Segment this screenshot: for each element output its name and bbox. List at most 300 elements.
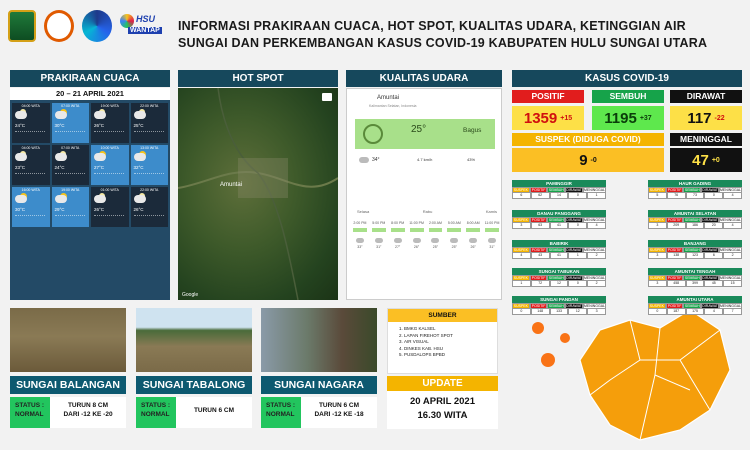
district-value: 7 xyxy=(723,308,742,315)
weather-time: 13:00 WITA xyxy=(140,146,159,150)
forecast-column xyxy=(464,221,482,249)
district-col-header: SUSPEK xyxy=(513,304,528,308)
district-value: 14 xyxy=(550,192,569,199)
forecast-cloud-icon xyxy=(413,238,421,243)
district-name: DANAU PANGGANG xyxy=(512,210,606,217)
forecast-aqi-chip xyxy=(466,228,480,232)
district-col-header: DIRAWAT xyxy=(702,188,718,192)
air-wind: 4.7 km/h xyxy=(417,157,433,162)
river-change xyxy=(301,397,377,428)
district-table xyxy=(648,180,742,198)
district-value: 5 xyxy=(648,192,667,199)
dirawat-label: DIRAWAT xyxy=(670,90,742,103)
map-credit: Google xyxy=(182,292,199,298)
district-col-header: SEMBUH xyxy=(684,218,700,222)
district-col-header: MENINGGAL xyxy=(583,218,605,222)
cloud-icon xyxy=(134,111,146,119)
district-value: 12 xyxy=(550,280,569,287)
district-col-header: DIRAWAT xyxy=(566,218,582,222)
cloud-icon xyxy=(94,111,106,119)
cloud-icon xyxy=(15,153,27,161)
sembuh-value: 1195 +37 xyxy=(592,106,664,130)
weather-cell xyxy=(131,103,169,143)
aqi-card xyxy=(355,119,495,149)
district-col-header: MENINGGAL xyxy=(719,218,741,222)
cloud-icon xyxy=(15,195,27,203)
forecast-column xyxy=(351,221,369,249)
district-col-header: MENINGGAL xyxy=(583,248,605,252)
update-heading: UPDATE xyxy=(387,376,498,391)
nagara-photo xyxy=(261,308,377,372)
update-date: 20 APRIL 2021 xyxy=(410,396,475,407)
district-value: 41 xyxy=(550,252,569,259)
logo-row xyxy=(8,10,172,42)
meninggal-label: MENINGGAL xyxy=(670,133,742,146)
forecast-temp: 33° xyxy=(357,245,363,249)
district-value: 4 xyxy=(723,192,742,199)
district-name: SUNGAI TABUKAN xyxy=(512,268,606,275)
weather-cell xyxy=(91,187,129,227)
district-value: 45 xyxy=(704,280,723,287)
forecast-hour: 2:00 PM xyxy=(353,221,367,225)
weather-time: 01:00 WITA xyxy=(100,188,119,192)
district-col-header: MENINGGAL xyxy=(583,188,605,192)
forecast-cloud-icon xyxy=(394,238,402,243)
cloud-icon xyxy=(94,195,106,203)
sumber-heading: SUMBER xyxy=(388,309,497,322)
district-col-header: MENINGGAL xyxy=(583,304,605,308)
river-status xyxy=(10,397,50,428)
weather-cell xyxy=(91,103,129,143)
forecast-temp: 31° xyxy=(489,245,495,249)
district-col-header: SUSPEK xyxy=(649,218,664,222)
district-value: 12 xyxy=(568,308,587,315)
forecast-column xyxy=(389,221,407,249)
weather-time: 16:00 WITA xyxy=(21,188,40,192)
district-col-header: MENINGGAL xyxy=(719,248,741,252)
weather-details xyxy=(55,173,85,179)
forecast-temp: 26° xyxy=(470,245,476,249)
district-col-header: POSITIF xyxy=(666,187,684,193)
district-val-row xyxy=(648,280,742,286)
river-panel xyxy=(10,376,126,428)
district-col-header: DIRAWAT xyxy=(566,248,582,252)
district-name: HAUR GADING xyxy=(648,180,742,187)
update-box xyxy=(387,391,498,429)
tabalong-photo xyxy=(136,308,252,372)
air-temp: 34° xyxy=(372,157,380,163)
sembuh-label: SEMBUH xyxy=(592,90,664,103)
weather-temp: 26°C xyxy=(94,207,105,212)
weather-details xyxy=(94,173,124,179)
river-change-line2: DARI -12 KE -18 xyxy=(314,411,364,418)
forecast-aqi-chip xyxy=(429,228,443,232)
sumber-item: 4. DINKES KAB. HSU xyxy=(404,346,497,353)
district-value: 3 xyxy=(648,222,667,229)
cloud-icon xyxy=(55,195,67,203)
weather-details xyxy=(15,173,45,179)
forecast-temp: 25° xyxy=(432,245,439,249)
weather-details xyxy=(94,131,124,137)
district-col-header: POSITIF xyxy=(530,247,548,253)
hsu-wantap-logo: HSU WANTAP xyxy=(120,10,172,42)
river-name: SUNGAI BALANGAN xyxy=(10,376,126,394)
weather-details xyxy=(134,173,164,179)
sumber-item: 3. AIR VISUAL xyxy=(404,339,497,346)
positif-value: 1359 +15 xyxy=(512,106,584,130)
weather-cell xyxy=(131,145,169,185)
district-name: BANJANG xyxy=(648,240,742,247)
aqi-status: Bagus xyxy=(463,127,482,134)
forecast-temp: 25° xyxy=(451,245,457,249)
district-value: 1 xyxy=(512,280,531,287)
air-panel xyxy=(346,88,502,300)
air-day-tab[interactable]: Rabu xyxy=(422,209,433,214)
air-forecast-strip xyxy=(351,221,501,249)
weather-time: 04:00 WITA xyxy=(21,146,40,150)
district-value: 63 xyxy=(531,222,550,229)
forecast-hour: 2:00 AM xyxy=(429,221,442,225)
district-value: 3 xyxy=(648,280,667,287)
forecast-hour: 8:00 AM xyxy=(466,221,480,225)
forecast-hour: 5:00 AM xyxy=(447,221,461,225)
district-value: 3 xyxy=(512,222,531,229)
forecast-temp: 26° xyxy=(413,245,420,249)
river-status-label: STATUS : xyxy=(141,402,171,409)
air-day-tabs xyxy=(357,209,497,214)
district-value: 20 xyxy=(704,222,723,229)
district-col-header: DIRAWAT xyxy=(702,218,718,222)
district-col-header: SUSPEK xyxy=(513,218,528,222)
district-value: 209 xyxy=(667,222,686,229)
forecast-aqi-chip xyxy=(410,228,424,232)
district-value: 0 xyxy=(568,222,587,229)
district-col-header: SUSPEK xyxy=(649,276,664,280)
suspek-label: SUSPEK (DIDUGA COVID) xyxy=(512,133,664,146)
river-change-line2: DARI -12 KE -20 xyxy=(63,411,113,418)
district-value: 0 xyxy=(704,192,723,199)
weather-temp: 26°C xyxy=(94,123,105,128)
river-status xyxy=(261,397,301,428)
weather-heading: PRAKIRAAN CUACA xyxy=(10,70,170,87)
update-time: 16.30 WITA xyxy=(417,410,468,421)
river-status-value: NORMAL xyxy=(141,411,170,418)
weather-time: 07:00 WITA xyxy=(61,104,80,108)
district-val-row xyxy=(648,192,742,198)
district-col-header: SEMBUH xyxy=(684,188,700,192)
district-value: 399 xyxy=(686,280,705,287)
river-status-row xyxy=(10,397,126,428)
weather-temp: 30°C xyxy=(54,123,65,128)
weather-time: 10:00 WITA xyxy=(100,146,119,150)
district-value: 138 xyxy=(667,252,686,259)
weather-cloud-icon xyxy=(359,157,369,163)
river-change-line1: TURUN 6 CM xyxy=(193,407,235,414)
kominfo-logo xyxy=(82,10,112,42)
district-col-header: POSITIF xyxy=(666,303,684,309)
river-status-label: STATUS : xyxy=(15,402,45,409)
district-val-row xyxy=(512,222,606,228)
district-value: 15 xyxy=(723,280,742,287)
cloud-icon xyxy=(134,153,146,161)
weather-details xyxy=(55,215,85,221)
forecast-temp: 31° xyxy=(376,245,382,249)
district-col-header: SUSPEK xyxy=(513,248,528,252)
district-table xyxy=(648,296,742,314)
district-col-header: DIRAWAT xyxy=(702,304,718,308)
district-col-header: POSITIF xyxy=(666,217,684,223)
weather-details xyxy=(94,215,124,221)
forecast-hour: 8:00 PM xyxy=(391,221,405,225)
forecast-column xyxy=(370,221,388,249)
district-col-header: SUSPEK xyxy=(649,248,664,252)
sumber-item: 1. BMKG KALSEL xyxy=(404,326,497,333)
weather-details xyxy=(134,131,164,137)
weather-temp: 24°C xyxy=(54,165,65,170)
weather-cell xyxy=(52,103,90,143)
weather-cell xyxy=(12,145,50,185)
district-value: 6 xyxy=(704,252,723,259)
cloud-icon xyxy=(15,111,27,119)
district-col-header: DIRAWAT xyxy=(566,304,582,308)
sumber-list xyxy=(404,326,497,359)
river-change-line1: TURUN 8 CM xyxy=(67,402,109,409)
weather-time: 19:00 WITA xyxy=(100,104,119,108)
district-value: 4 xyxy=(512,252,531,259)
district-table xyxy=(512,210,606,228)
district-col-header: DIRAWAT xyxy=(702,276,718,280)
district-table xyxy=(512,268,606,286)
cloud-icon xyxy=(55,153,67,161)
face-icon xyxy=(363,124,383,144)
district-col-header: POSITIF xyxy=(666,275,684,281)
district-value: 2 xyxy=(587,252,606,259)
district-value: 76 xyxy=(667,192,686,199)
district-col-header: SEMBUH xyxy=(684,304,700,308)
forecast-column xyxy=(445,221,463,249)
forecast-cloud-icon xyxy=(431,238,439,243)
district-col-header: SUSPEK xyxy=(513,276,528,280)
district-col-header: SUSPEK xyxy=(513,188,528,192)
virus-icons xyxy=(520,310,590,380)
district-col-header: MENINGGAL xyxy=(719,304,741,308)
district-col-header: SEMBUH xyxy=(548,304,564,308)
sumber-panel xyxy=(387,308,498,374)
district-value: 2 xyxy=(723,252,742,259)
river-status-row xyxy=(136,397,252,428)
air-day-tab[interactable]: Kamis xyxy=(485,209,497,214)
covid-heading: KASUS COVID-19 xyxy=(512,70,742,87)
district-value: 0 xyxy=(568,192,587,199)
weather-details xyxy=(15,131,45,137)
forecast-column xyxy=(483,221,501,249)
river-panel xyxy=(136,376,252,428)
cloud-icon xyxy=(134,195,146,203)
dirawat-value: 117 -22 xyxy=(670,106,742,130)
air-city: Amuntai xyxy=(377,95,400,101)
air-humidity: 43% xyxy=(467,157,476,162)
district-value: 3 xyxy=(587,308,606,315)
cloud-icon xyxy=(55,111,67,119)
river-name: SUNGAI TABALONG xyxy=(136,376,252,394)
forecast-aqi-chip xyxy=(353,228,367,232)
hotspot-heading: HOT SPOT xyxy=(178,70,338,87)
district-col-header: SEMBUH xyxy=(548,248,564,252)
district-col-header: POSITIF xyxy=(666,247,684,253)
weather-time: 22:00 WITA xyxy=(140,188,159,192)
district-col-header: POSITIF xyxy=(530,275,548,281)
district-table xyxy=(512,240,606,258)
weather-temp: 27°C xyxy=(94,165,105,170)
weather-details xyxy=(134,215,164,221)
air-heading: KUALITAS UDARA xyxy=(346,70,502,87)
district-val-row xyxy=(512,252,606,258)
river-panel xyxy=(261,376,377,428)
weather-time: 19:00 WITA xyxy=(61,188,80,192)
balangan-photo xyxy=(10,308,126,372)
sumber-item: 5. PUSDALOPS BPBD xyxy=(404,352,497,359)
forecast-cloud-icon xyxy=(450,238,458,243)
district-value: 133 xyxy=(550,308,569,315)
district-value: 1 xyxy=(568,252,587,259)
cloud-icon xyxy=(94,153,106,161)
weather-temp: 30°C xyxy=(15,207,26,212)
district-name: AMUNTAI UTARA xyxy=(648,296,742,303)
weather-temp: 26°C xyxy=(133,207,144,212)
district-col-header: POSITIF xyxy=(530,217,548,223)
district-val-row xyxy=(648,308,742,314)
district-val-row xyxy=(648,252,742,258)
district-value: 4 xyxy=(723,222,742,229)
weather-panel xyxy=(10,88,170,300)
meninggal-value: 47 +0 xyxy=(670,148,742,172)
weather-cell xyxy=(91,145,129,185)
weather-cell xyxy=(12,103,50,143)
district-val-row xyxy=(648,222,742,228)
river-lines xyxy=(178,88,338,300)
air-region: Kalimantan Selatan, Indonesia xyxy=(369,104,417,108)
bpbd-logo xyxy=(44,10,74,42)
map-layers-icon[interactable] xyxy=(322,93,332,101)
river-status-row xyxy=(261,397,377,428)
weather-cell xyxy=(12,187,50,227)
district-col-header: POSITIF xyxy=(530,303,548,309)
map-place-label: Amuntai xyxy=(220,182,243,188)
district-value: 148 xyxy=(531,308,550,315)
weather-cell xyxy=(52,145,90,185)
river-status xyxy=(136,397,176,428)
district-val-row xyxy=(512,280,606,286)
weather-temp: 25°C xyxy=(133,123,144,128)
district-col-header: SEMBUH xyxy=(548,218,564,222)
district-value: 73 xyxy=(686,192,705,199)
weather-details xyxy=(15,215,45,221)
forecast-hour: 11:00 PM xyxy=(484,221,500,225)
district-col-header: MENINGGAL xyxy=(719,276,741,280)
river-status-value: NORMAL xyxy=(266,411,295,418)
district-table xyxy=(512,296,606,314)
district-col-header: SEMBUH xyxy=(684,248,700,252)
district-col-header: MENINGGAL xyxy=(719,188,741,192)
district-col-header: SEMBUH xyxy=(548,276,564,280)
district-value: 186 xyxy=(686,222,705,229)
district-value: 43 xyxy=(531,252,550,259)
forecast-cloud-icon xyxy=(488,238,496,243)
forecast-column xyxy=(427,221,445,249)
weather-grid xyxy=(10,100,170,230)
forecast-temp: 27° xyxy=(395,245,401,249)
weather-temp: 24°C xyxy=(15,123,26,128)
district-table xyxy=(648,240,742,258)
district-val-row xyxy=(512,192,606,198)
positif-label: POSITIF xyxy=(512,90,584,103)
regency-logo xyxy=(8,10,36,42)
suspek-value: 9 -0 xyxy=(512,148,664,172)
forecast-cloud-icon xyxy=(356,238,364,243)
district-value: 458 xyxy=(667,280,686,287)
district-col-header: DIRAWAT xyxy=(566,188,582,192)
river-status-value: NORMAL xyxy=(15,411,44,418)
forecast-column xyxy=(408,221,426,249)
air-day-tab[interactable]: Selasa xyxy=(357,209,370,214)
weather-temp: 29°C xyxy=(54,207,65,212)
aqi-value: 25° xyxy=(411,124,427,135)
forecast-hour: 11:00 PM xyxy=(409,221,424,225)
district-col-header: POSITIF xyxy=(530,187,548,193)
river-change-line1: TURUN 6 CM xyxy=(318,402,360,409)
district-table xyxy=(648,268,742,286)
district-value: 3 xyxy=(648,252,667,259)
river-name: SUNGAI NAGARA xyxy=(261,376,377,394)
weather-time: 07:00 WITA xyxy=(61,146,80,150)
district-value: 62 xyxy=(531,192,550,199)
district-name: SUNGAI PANDAN xyxy=(512,296,606,303)
district-value: 0 xyxy=(568,280,587,287)
district-col-header: MENINGGAL xyxy=(583,276,605,280)
weather-time: 22:00 WITA xyxy=(140,104,159,108)
district-value: 41 xyxy=(550,222,569,229)
district-value: 72 xyxy=(531,280,550,287)
sumber-item: 2. LAPAN FIREHOT SPOT xyxy=(404,333,497,340)
district-col-header: SEMBUH xyxy=(684,276,700,280)
weather-cell xyxy=(52,187,90,227)
forecast-cloud-icon xyxy=(469,238,477,243)
forecast-aqi-chip xyxy=(391,228,405,232)
forecast-aqi-chip xyxy=(485,228,499,232)
district-name: AMUNTAI SELATAN xyxy=(648,210,742,217)
district-value: 187 xyxy=(667,308,686,315)
district-name: AMUNTAI TENGAH xyxy=(648,268,742,275)
district-table xyxy=(648,210,742,228)
district-value: 123 xyxy=(686,252,705,259)
district-value: 0 xyxy=(648,308,667,315)
district-value: 0 xyxy=(512,308,531,315)
river-change xyxy=(50,397,126,428)
district-col-header: SEMBUH xyxy=(548,188,564,192)
weather-date: 20 – 21 APRIL 2021 xyxy=(10,88,170,100)
district-col-header: SUSPEK xyxy=(649,188,664,192)
hotspot-map[interactable] xyxy=(178,88,338,300)
district-name: PAMINGGIR xyxy=(512,180,606,187)
forecast-cloud-icon xyxy=(375,238,383,243)
forecast-aqi-chip xyxy=(372,228,386,232)
river-status-label: STATUS : xyxy=(266,402,296,409)
district-value: 2 xyxy=(587,280,606,287)
page-title: INFORMASI PRAKIRAAN CUACA, HOT SPOT, KUALITAS UDARA, KETINGGIAN AIR SUNGAI DAN PERKEMBANGAN KASUS COVID-19 KABUPATEN HULU SUNGAI UTARA xyxy=(178,19,708,50)
weather-time: 04:00 WITA xyxy=(21,104,40,108)
forecast-aqi-chip xyxy=(447,228,461,232)
weather-temp: 23°C xyxy=(15,165,26,170)
